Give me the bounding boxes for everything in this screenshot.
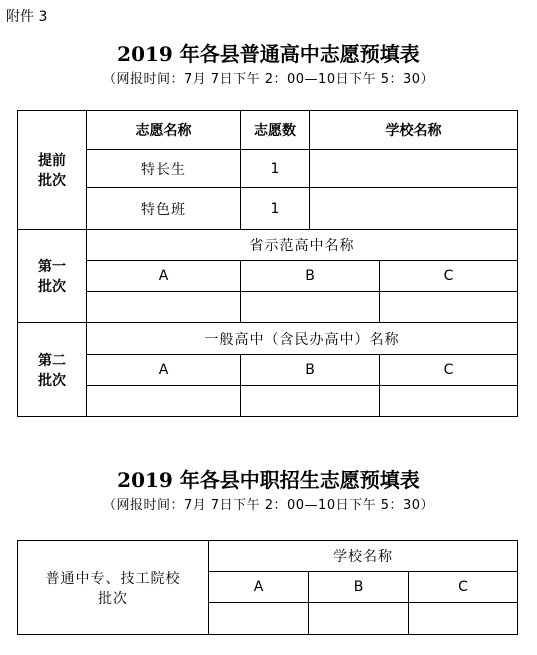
form2-table — [17, 540, 518, 635]
batch-second-heading: 一般高中（含民办高中）名称 — [87, 323, 518, 355]
form2-batch-label: 普通中专、技工院校 批次 — [18, 541, 209, 635]
choice-col-a: A — [87, 355, 241, 386]
choice-col-b: B — [241, 261, 380, 292]
volunteer-name-cell: 特色班 — [87, 188, 241, 230]
form1-title: 2019 年各县普通高中志愿预填表 — [117, 42, 420, 66]
choice-cell[interactable] — [87, 386, 241, 417]
choice-col-b: B — [241, 355, 380, 386]
choice-cell[interactable] — [87, 292, 241, 323]
attachment-label: 附件 3 — [6, 9, 48, 25]
choice-cell[interactable] — [241, 386, 380, 417]
batch-early-label: 提前 批次 — [18, 111, 87, 230]
school-name-cell[interactable] — [310, 150, 518, 188]
choice-col-c: C — [409, 572, 518, 603]
form1-table — [17, 110, 518, 417]
choice-cell[interactable] — [380, 292, 518, 323]
volunteer-count-cell: 1 — [241, 150, 310, 188]
choice-col-a: A — [209, 572, 309, 603]
volunteer-count-cell: 1 — [241, 188, 310, 230]
choice-cell[interactable] — [241, 292, 380, 323]
choice-cell[interactable] — [209, 603, 309, 635]
form1-subtitle: （网报时间：7月 7日下午 2：00—10日下午 5：30） — [102, 72, 435, 87]
choice-col-c: C — [380, 355, 518, 386]
form2-title: 2019 年各县中职招生志愿预填表 — [117, 468, 420, 492]
volunteer-name-cell: 特长生 — [87, 150, 241, 188]
col-header-count: 志愿数 — [241, 111, 310, 150]
choice-col-c: C — [380, 261, 518, 292]
choice-cell[interactable] — [380, 386, 518, 417]
school-name-cell[interactable] — [310, 188, 518, 230]
col-header-name: 志愿名称 — [87, 111, 241, 150]
batch-first-heading: 省示范高中名称 — [87, 230, 518, 261]
form2-subtitle: （网报时间：7月 7日下午 2：00—10日下午 5：30） — [102, 498, 435, 513]
batch-second-label: 第二 批次 — [18, 323, 87, 417]
choice-col-a: A — [87, 261, 241, 292]
form2-heading: 学校名称 — [209, 541, 518, 572]
choice-cell[interactable] — [309, 603, 409, 635]
batch-first-label: 第一 批次 — [18, 230, 87, 323]
choice-cell[interactable] — [409, 603, 518, 635]
col-header-school: 学校名称 — [310, 111, 518, 150]
choice-col-b: B — [309, 572, 409, 603]
